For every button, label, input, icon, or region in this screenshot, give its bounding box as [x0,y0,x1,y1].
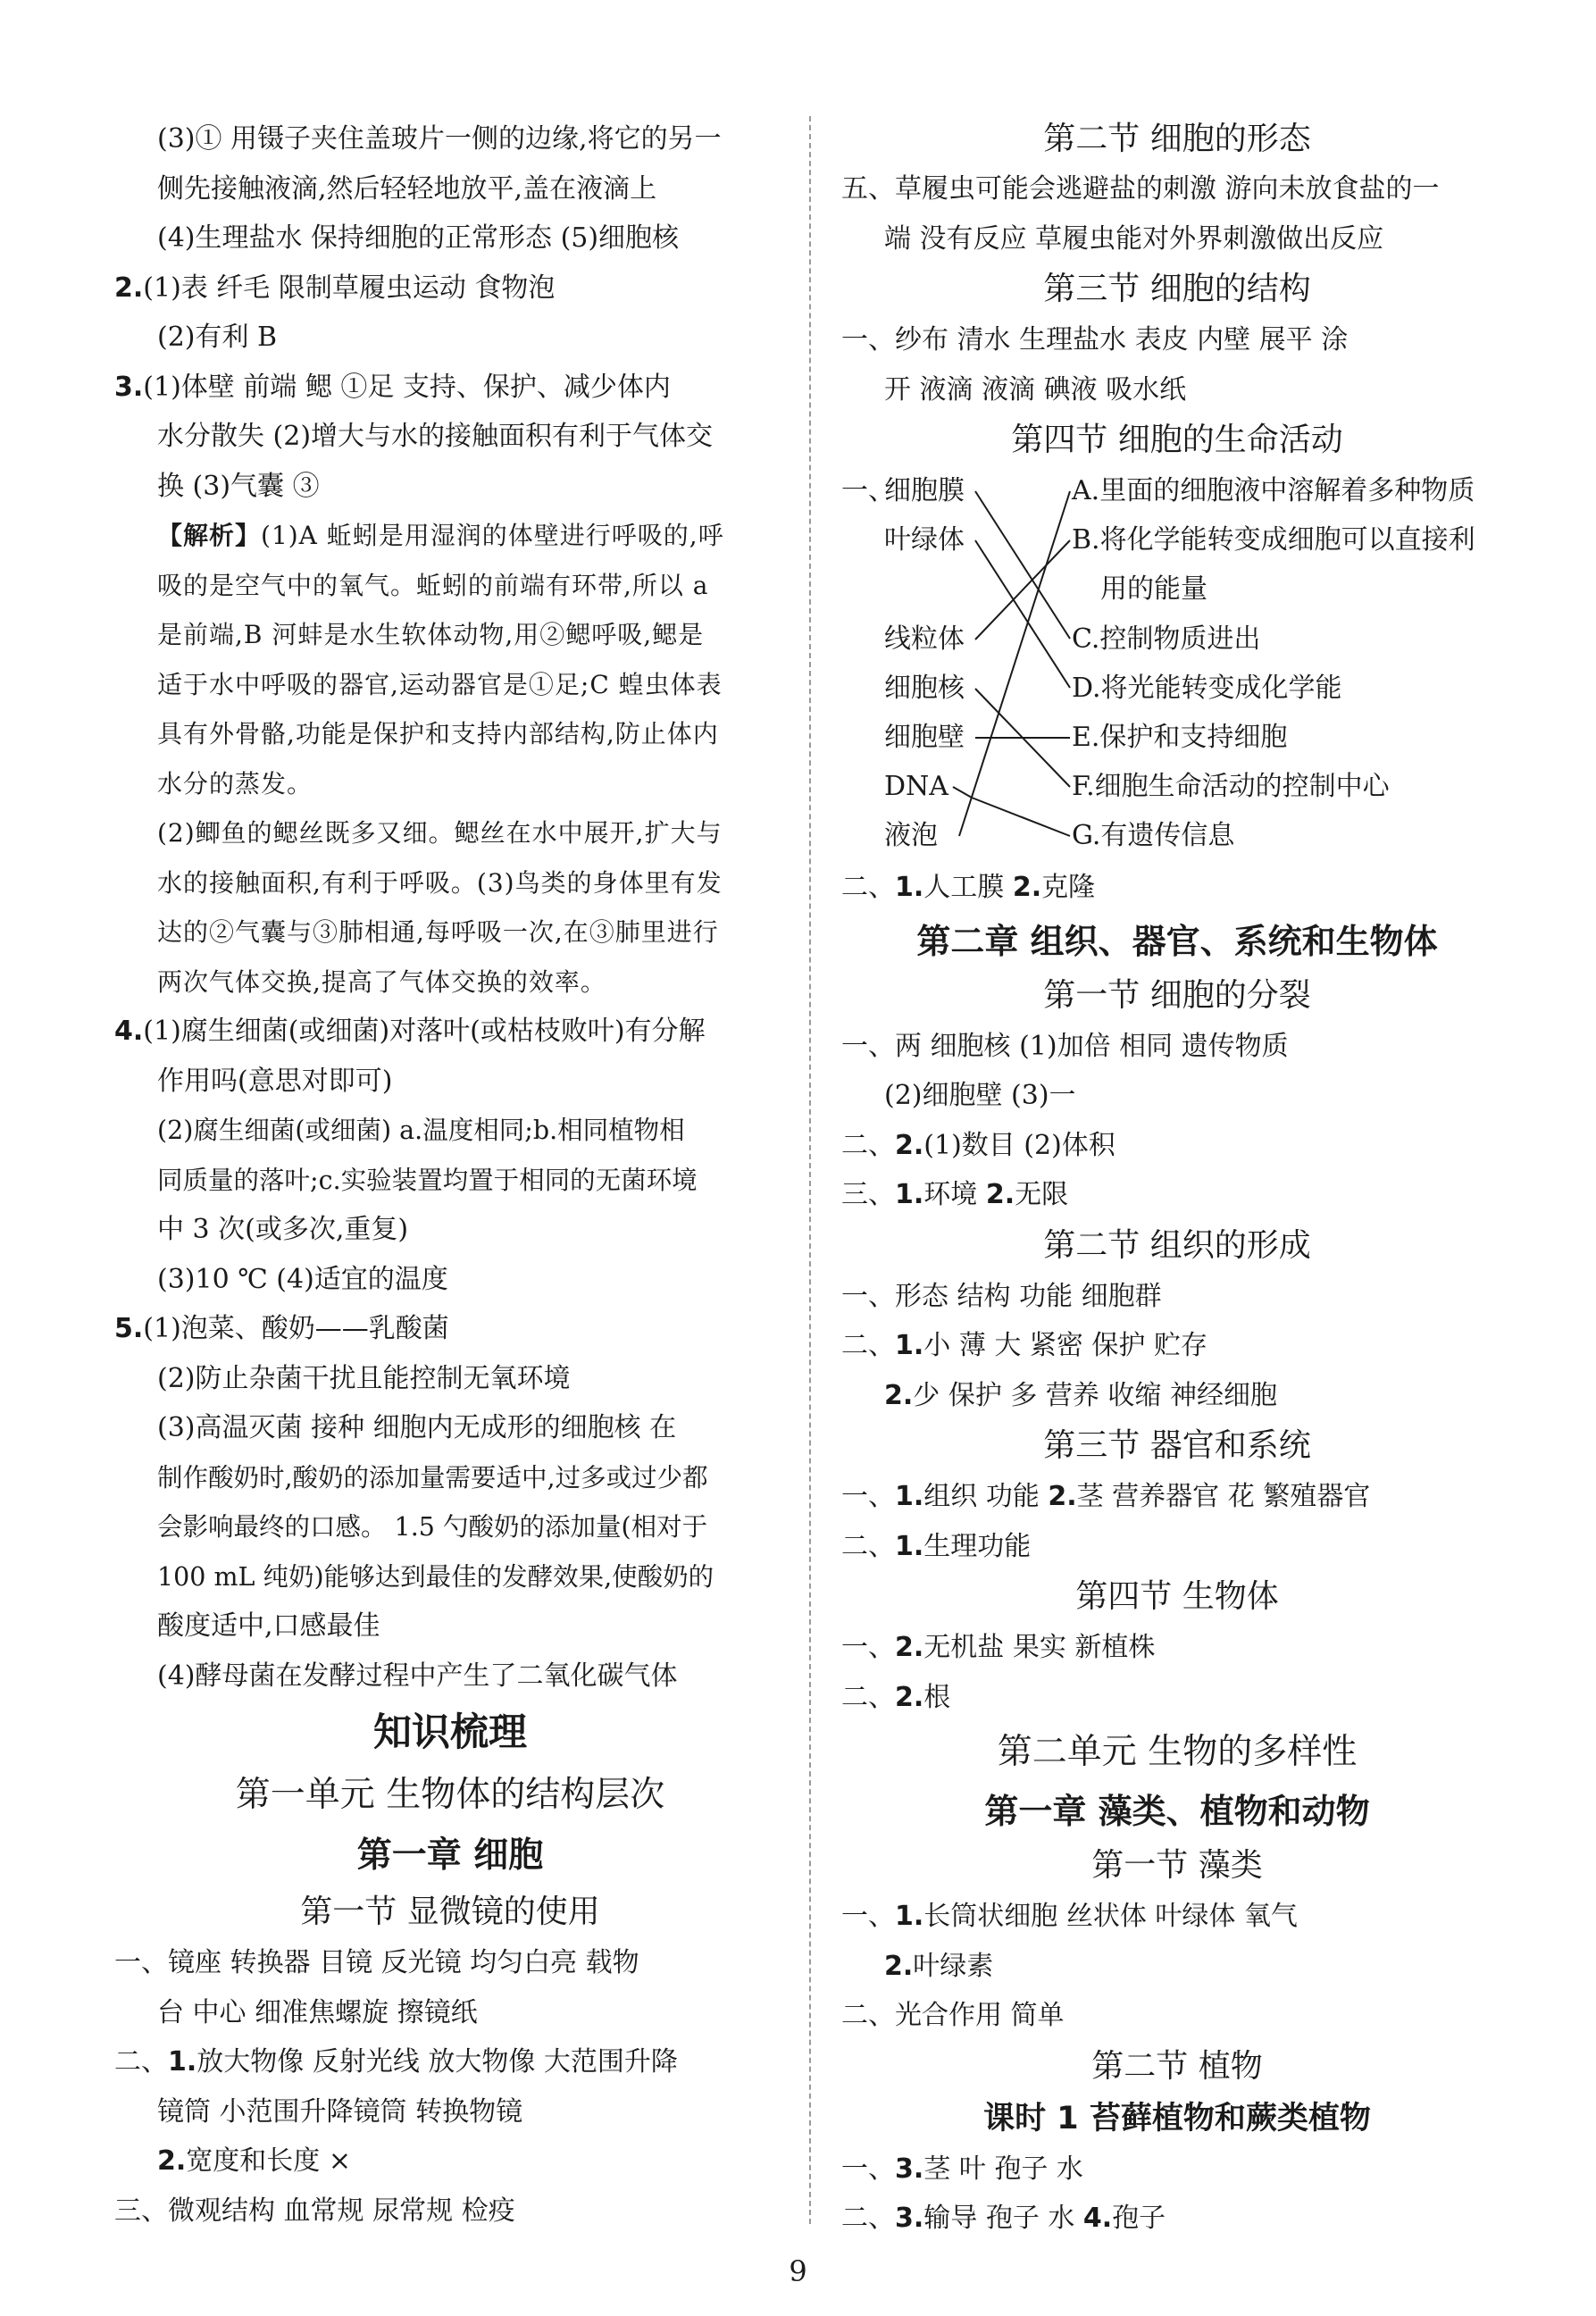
text-fragment: (1)体壁 前端 鳃 ①足 支持、保护、减少体内 [143,371,671,403]
section-heading: 第二节 细胞的形态 [1043,121,1311,157]
match-line [975,491,1070,639]
text-line: (3)① 用镊子夹住盖玻片一侧的边缘,将它的另一 [157,123,722,155]
text-line [841,1121,1513,1171]
match-left-item: 细胞核 [884,673,965,704]
text-fragment: 无机盐 果实 新植株 [923,1632,1156,1663]
text-fragment: 二、 [841,1129,895,1161]
chapter-heading: 第一章 藻类、植物和动物 [984,1792,1370,1831]
match-left-item: 叶绿体 [884,524,965,556]
text-line: 酸度适中,口感最佳 [157,1610,380,1642]
text-fragment: 一、 [841,2153,895,2185]
text-fragment: (1)表 纤毛 限制草履虫运动 食物泡 [143,272,556,304]
text-line: 五、草履虫可能会逃避盐的刺激 游向未放食盐的一 [841,173,1440,205]
question-number: 3. [114,371,144,403]
section-heading: 第二节 组织的形成 [1043,1226,1311,1264]
item-number: 2. [1012,872,1042,903]
text-line [841,1522,1513,1572]
text-fragment: 小 薄 大 紧密 保护 贮存 [923,1330,1207,1361]
text-line: 一、两 细胞核 (1)加倍 相同 遗传物质 [841,1030,1289,1062]
analysis-line: 达的②气囊与③肺相通,每呼吸一次,在③肺里进行 [157,917,719,947]
text-line: 一、镜座 转换器 目镜 反光镜 均匀白亮 载物 [114,1947,639,1978]
item-number: 3. [895,2203,924,2234]
item-number: 1. [895,1530,924,1562]
section-heading: 第一节 显微镜的使用 [300,1894,600,1930]
item-number: 2. [157,2145,187,2177]
text-fragment: 组织 功能 [923,1481,1049,1512]
match-right-item: G.有遗传信息 [1072,820,1235,851]
match-right-item: F.细胞生命活动的控制中心 [1072,771,1390,802]
text-line: 端 没有反应 草履虫能对外界刺激做出反应 [884,222,1384,255]
text-fragment: 长筒状细胞 丝状体 叶绿体 氧气 [923,1901,1298,1932]
question-5-line [114,1304,786,1354]
match-left-item: 细胞膜 [884,475,965,506]
item-number: 3. [895,2153,924,2185]
text-line: 制作酸奶时,酸奶的添加量需要适中,过多或过少都 [157,1462,708,1492]
text-line [841,1472,1513,1522]
analysis-line: 水分的蒸发。 [157,768,313,798]
item-number: 2. [884,1379,914,1411]
text-fragment: 根 [923,1681,951,1713]
text-line: 作用吗(意思对即可) [157,1065,393,1097]
text-fragment: 输导 孢子 水 [923,2203,1083,2234]
match-right-item: A.里面的细胞液中溶解着多种物质 [1072,475,1475,506]
item-number: 2. [985,1179,1015,1210]
match-line [972,798,1070,836]
match-prefix: 一、 [841,475,895,506]
text-line: 中 3 次(或多次,重复) [157,1214,409,1245]
text-line: (2)腐生细菌(或细菌) a.温度相同;b.相同植物相 [157,1116,685,1145]
match-lines [841,466,1513,863]
text-fragment: 二、 [841,2203,895,2234]
analysis-line [114,511,786,561]
match-line [953,787,972,798]
section-heading: 知识梳理 [373,1710,527,1755]
analysis-tag: 【解析】 [157,521,262,550]
analysis-line: 是前端,B 河蚌是水生软体动物,用②鳃呼吸,鳃是 [157,620,705,649]
item-number: 2. [1048,1481,1077,1512]
text-fragment: 二、 [841,1681,895,1713]
section-heading: 第三节 器官和系统 [1043,1427,1311,1464]
text-line [841,1673,1513,1723]
text-line [841,1892,1513,1942]
section-heading: 第四节 生物体 [1075,1578,1279,1615]
text-fragment: 三、 [841,1179,895,1210]
text-fragment: 克隆 [1041,872,1096,903]
analysis-line: 水的接触面积,有利于呼吸。(3)鸟类的身体里有发 [157,867,723,898]
analysis-line: 适于水中呼吸的器官,运动器官是①足;C 蝗虫体表 [157,669,723,699]
text-fragment: 一、 [841,1901,895,1932]
section-heading: 第二节 植物 [1091,2047,1263,2085]
item-number: 4. [1082,2203,1113,2234]
match-left-item: 液泡 [884,820,938,851]
match-right-item: C.控制物质进出 [1072,623,1261,655]
match-left-item: DNA [884,771,948,802]
text-line: 镜筒 小范围升降镜筒 转换物镜 [157,2095,523,2128]
question-number: 5. [114,1313,144,1344]
item-number: 2. [895,1632,924,1663]
text-line [841,863,1513,913]
match-right-item: E.保护和支持细胞 [1072,722,1288,753]
item-number: 1. [895,1901,924,1932]
analysis-line: 两次气体交换,提高了气体交换的效率。 [157,966,606,997]
text-fragment: 二、 [114,2046,168,2078]
text-line: 水分散失 (2)增大与水的接触面积有利于气体交 [157,421,714,452]
item-number: 1. [168,2046,197,2078]
section-heading: 第一节 细胞的分裂 [1043,976,1311,1014]
text-line: (2)防止杂菌干扰且能控制无氧环境 [157,1362,571,1394]
text-line: 侧先接触液滴,然后轻轻地放平,盖在液滴上 [157,172,657,205]
text-line: 台 中心 细准焦螺旋 擦镜纸 [157,1996,478,2028]
text-fragment: 宽度和长度 × [186,2145,351,2177]
text-fragment: 一、 [841,1481,895,1512]
text-line [841,1170,1513,1220]
text-line: 同质量的落叶;c.实验装置均置于相同的无菌环境 [157,1165,698,1195]
analysis-line: (2)鲫鱼的鳃丝既多又细。鳃丝在水中展开,扩大与 [157,818,723,848]
text-fragment: 孢子 [1112,2203,1166,2234]
page-number: 9 [789,2254,807,2288]
section-heading: 第一节 藻类 [1091,1847,1263,1884]
analysis-line: 具有外骨骼,功能是保护和支持内部结构,防止体内 [157,719,719,748]
text-fragment: 一、 [841,1632,895,1663]
item-number: 2. [895,1129,924,1161]
right-column [841,114,1513,2244]
text-fragment: 茎 叶 孢子 水 [923,2153,1083,2185]
text-line [841,1623,1513,1673]
text-line: (2)有利 B [157,322,278,353]
text-line: 会影响最终的口感。 1.5 勺酸奶的添加量(相对于 [157,1512,708,1542]
text-fragment: 茎 营养器官 花 繁殖器官 [1076,1481,1371,1512]
text-line: 一、纱布 清水 生理盐水 表皮 内壁 展平 涂 [841,324,1349,355]
text-fragment: (1)数目 (2)体积 [923,1129,1116,1161]
text-line: 三、微观结构 血常规 尿常规 检疫 [114,2195,515,2227]
text-line [841,1321,1513,1371]
text-line: (3)高温灭菌 接种 细胞内无成形的细胞核 在 [157,1412,677,1443]
left-column [114,114,786,2236]
question-number: 4. [114,1016,144,1047]
text-line: 换 (3)气囊 ③ [157,470,320,502]
text-fragment: 二、 [841,1330,895,1361]
unit-heading: 第一单元 生物体的结构层次 [235,1775,665,1815]
match-line [975,540,1070,688]
section-heading: 第三节 细胞的结构 [1043,271,1311,307]
text-line [841,2194,1513,2244]
text-line [841,2145,1513,2195]
text-fragment: (1)腐生细菌(或细菌)对落叶(或枯枝败叶)有分解 [143,1016,706,1047]
question-2-line [114,263,786,314]
match-line [975,540,1070,640]
item-number: 1. [895,1179,924,1210]
text-line: 100 mL 纯奶)能够达到最佳的发酵效果,使酸奶的 [157,1561,714,1592]
text-line: 二、光合作用 简单 [841,2000,1065,2031]
text-line [114,2037,786,2087]
text-line: 开 液滴 液滴 碘液 吸水纸 [884,373,1187,406]
match-line [959,491,1070,836]
text-fragment: 叶绿素 [913,1950,994,1982]
column-divider [809,116,811,2224]
text-fragment: 人工膜 [923,872,1013,903]
item-number: 1. [895,1330,924,1361]
match-left-item: 细胞壁 [884,722,965,753]
text-line: 一、形态 结构 功能 细胞群 [841,1280,1162,1312]
match-left-item: 线粒体 [884,623,965,655]
question-number: 2. [114,272,144,304]
section-heading: 第四节 细胞的生命活动 [1011,422,1343,458]
match-right-item: B.将化学能转变成细胞可以直接利 [1072,524,1475,556]
text-fragment: 无限 [1015,1179,1069,1210]
text-line: (2)细胞壁 (3)一 [884,1080,1076,1111]
item-number: 1. [895,1481,924,1512]
match-right-item: D.将光能转变成化学能 [1072,673,1342,704]
analysis-line: 吸的是空气中的氧气。蚯蚓的前端有环带,所以 a [157,570,709,600]
item-number: 2. [884,1950,914,1982]
item-number: 2. [895,1681,924,1713]
text-fragment: 放大物像 反射光线 放大物像 大范围升降 [196,2046,678,2078]
question-4-line [114,1007,786,1057]
chapter-heading: 第一章 细胞 [356,1835,544,1876]
matching-diagram [841,466,1513,863]
lesson-heading: 课时 1 苔藓植物和蕨类植物 [983,2100,1371,2136]
question-3-line [114,363,786,413]
text-fragment: (1)A 蚯蚓是用湿润的体壁进行呼吸的,呼 [261,521,724,550]
text-line [841,1371,1513,1421]
match-right-item: 用的能量 [1100,573,1207,605]
text-line [114,2136,786,2186]
text-fragment: 生理功能 [923,1530,1032,1562]
text-line: (4)生理盐水 保持细胞的正常形态 (5)细胞核 [157,222,680,254]
text-fragment: 环境 [923,1179,986,1210]
unit-heading: 第二单元 生物的多样性 [997,1732,1358,1772]
text-line: (3)10 ℃ (4)适宜的温度 [157,1263,448,1295]
item-number: 1. [895,872,924,903]
text-fragment: 二、 [841,1530,895,1562]
text-line [841,1942,1513,1992]
text-line: (4)酵母菌在发酵过程中产生了二氧化碳气体 [157,1660,678,1692]
text-fragment: 二、 [841,872,895,903]
text-fragment: 少 保护 多 营养 收缩 神经细胞 [913,1379,1277,1411]
chapter-heading: 第二章 组织、器官、系统和生物体 [916,921,1438,961]
text-fragment: (1)泡菜、酸奶——乳酸菌 [143,1313,449,1344]
